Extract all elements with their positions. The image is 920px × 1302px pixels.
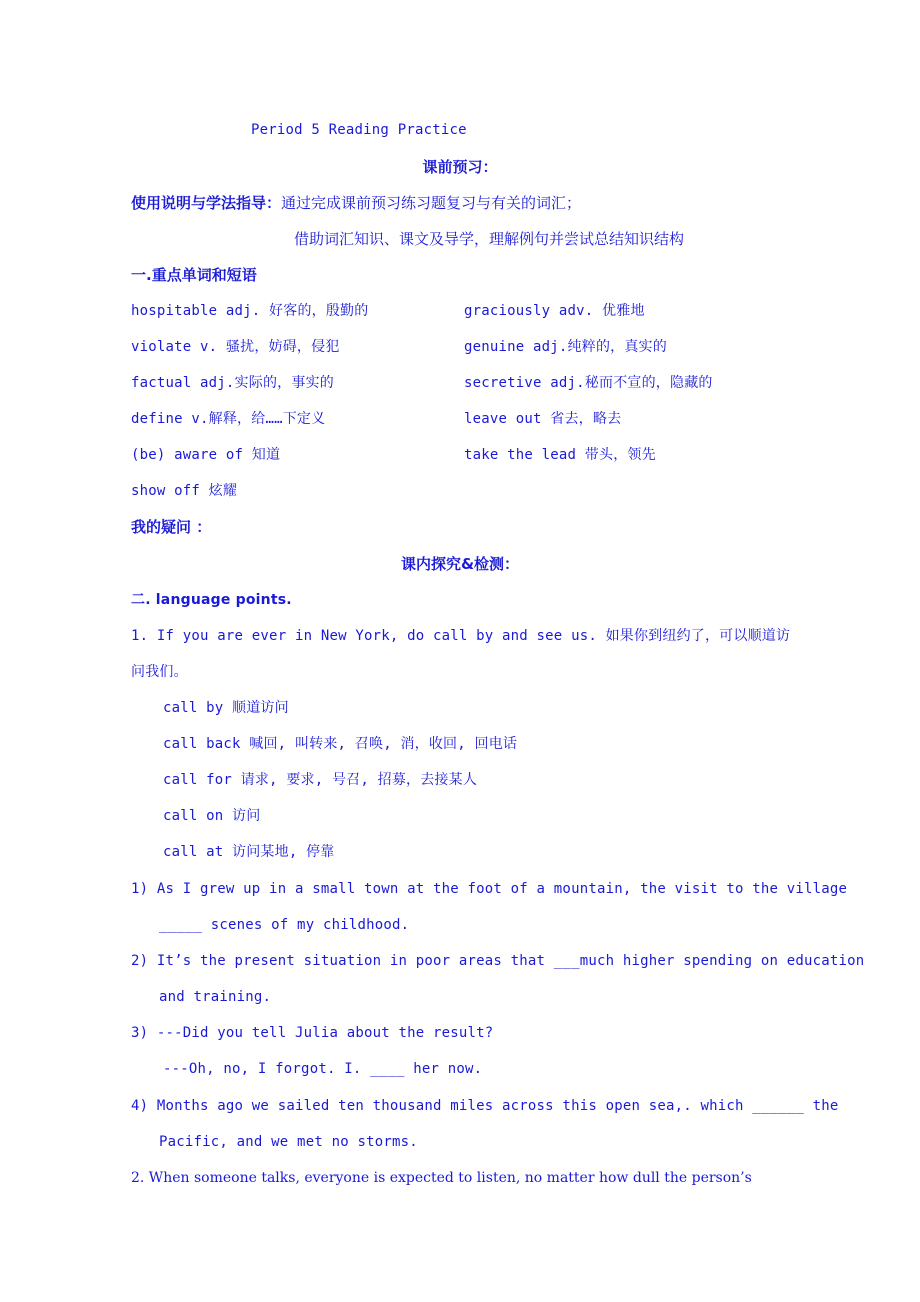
vocab-left-2: violate v. 骚扰，妨碍，侵犯 (131, 339, 340, 355)
vocab-right-3: secretive adj.秘而不宣的，隐藏的 (464, 375, 713, 391)
questions-label: 我的疑问 ： (131, 518, 212, 536)
preview-heading: 课前预习： (422, 158, 498, 176)
vocab-right-1: graciously adv. 优雅地 (464, 303, 645, 319)
exercise-3-line1: 3) ---Did you tell Julia about the result? (131, 1025, 494, 1041)
vocab-left-5: (be) aware of 知道 (131, 447, 281, 463)
point1-line1: 1. If you are ever in New York, do call by and see us. 如果你到纽约了，可以顺道访 (131, 628, 791, 644)
section2-title: 课内探究&检测： (400, 555, 520, 573)
exercise-4-line2: Pacific, and we met no storms. (159, 1134, 418, 1150)
vocab-left-3: factual adj.实际的，事实的 (131, 375, 334, 391)
phrase-call-for: call for 请求, 要求, 号召, 招募，去接某人 (163, 772, 478, 788)
instructions-line1 (131, 193, 581, 213)
exercise-1-line1: 1) As I grew up in a small town at the foot of a mountain, the visit to the village (131, 881, 848, 897)
language-points-heading: 二. language points. (131, 592, 292, 608)
vocab-left-4: define v.解释，给……下定义 (131, 411, 326, 427)
instructions-line2: 借助词汇知识、课文及导学，理解例句并尝试总结知识结构 (294, 230, 685, 248)
exercise-4-line1: 4) Months ago we sailed ten thousand miles across this open sea,. which ______ the (131, 1098, 839, 1114)
period-title: Period 5 Reading Practice (251, 122, 467, 138)
vocab-right-2: genuine adj.纯粹的，真实的 (464, 339, 667, 355)
section1-heading: 一.重点单词和短语 (131, 266, 257, 284)
phrase-call-at: call at 访问某地, 停靠 (163, 844, 335, 860)
vocab-left-1: hospitable adj. 好客的，殷勤的 (131, 303, 369, 319)
phrase-call-on: call on 访问 (163, 808, 261, 824)
exercise-3-line2: ---Oh, no, I forgot. I. ____ her now. (163, 1061, 483, 1077)
instructions-text-1: 通过完成课前预习练习题复习与有关的词汇； (281, 194, 582, 212)
exercise-2-line1: 2) It’s the present situation in poor areas that ___much higher spending on education (131, 953, 865, 969)
exercise-1-line2: _____ scenes of my childhood. (159, 917, 410, 933)
vocab-right-4: leave out 省去，略去 (464, 411, 622, 427)
instructions-label: 使用说明与学法指导： (131, 194, 282, 212)
point2-line1: 2. When someone talks, everyone is expected to listen, no matter how dull the person’s (131, 1170, 752, 1186)
phrase-call-by: call by 顺道访问 (163, 700, 289, 716)
vocab-left-6: show off 炫耀 (131, 483, 238, 499)
exercise-2-line2: and training. (159, 989, 272, 1005)
vocab-right-5: take the lead 带头，领先 (464, 447, 656, 463)
phrase-call-back: call back 喊回, 叫转来, 召唤, 消，收回, 回电话 (163, 736, 518, 752)
point1-line2: 问我们。 (131, 664, 188, 680)
